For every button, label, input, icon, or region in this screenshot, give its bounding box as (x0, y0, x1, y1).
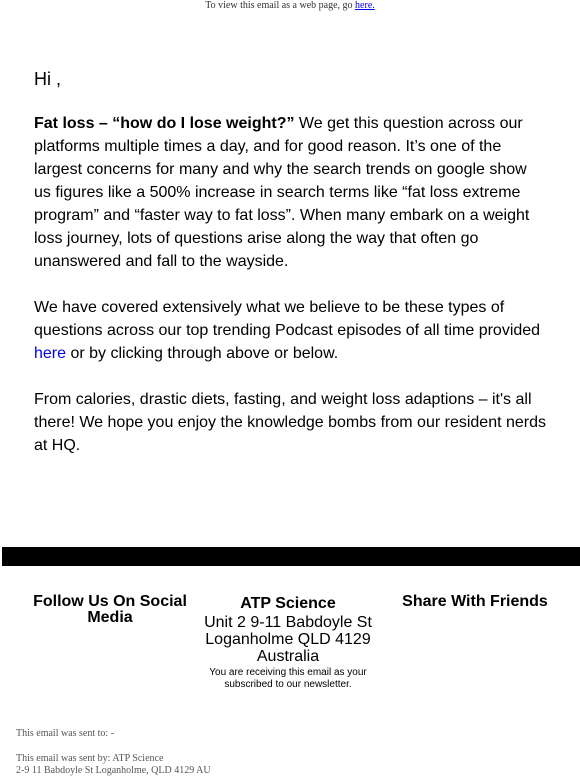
preheader-text: To view this email as a web page, go (205, 0, 356, 11)
sent-to-line: This email was sent to: - (16, 728, 115, 739)
podcast-text-end: or by clicking through above or below. (66, 345, 339, 362)
subscription-notice: You are receiving this email as your subscribed to our newsletter. (209, 667, 367, 690)
share-heading: Share With Friends (402, 593, 548, 610)
address-line-1: Unit 2 9-11 Babdoyle St (204, 614, 372, 631)
sent-by-line: This email was sent by: ATP Science (16, 753, 164, 764)
black-banner-bar (2, 547, 580, 566)
intro-paragraph (34, 112, 546, 273)
greeting: Hi , (34, 69, 61, 89)
web-view-link[interactable]: here. (355, 0, 375, 11)
sender-address-line: 2-9 11 Babdoyle St Loganholme, QLD 4129 AU (16, 765, 211, 776)
podcast-here-link[interactable]: here (34, 345, 67, 362)
social-heading: Follow Us On Social Media (33, 593, 187, 626)
podcast-paragraph (34, 296, 546, 365)
closing-paragraph: From calories, drastic diets, fasting, and weight loss adaptions – it's all there! We hope you enjoy the knowledge bombs from our resident nerds at HQ. (34, 391, 546, 454)
web-view-preheader (0, 0, 580, 12)
company-name: ATP Science (240, 595, 336, 612)
footer-company-column (196, 593, 380, 691)
podcast-text-start: We have covered extensively what we believe to be these types of questions across our top trending Podcast episodes of all time provided (34, 299, 541, 339)
company-address (196, 614, 380, 665)
intro-text: We get this question across our platforms multiple times a day, and for good reason. It’s one of the largest concerns for many and why the search trends on google show us figures like a 500% increase in search terms like “fat loss extreme program” and “faster way to fat loss”. When many embark on a weight loss journey, lots of questions arise along the way that often go unanswered and fall to the wayside. (34, 115, 530, 270)
footer-share-column (392, 593, 558, 610)
footer-social-column (20, 593, 200, 626)
intro-headline: Fat loss – “how do I lose weight?” (34, 115, 295, 132)
address-line-2: Loganholme QLD 4129 (205, 631, 371, 648)
address-line-3: Australia (256, 648, 320, 665)
sent-by-block (16, 753, 211, 777)
email-body (34, 66, 546, 457)
